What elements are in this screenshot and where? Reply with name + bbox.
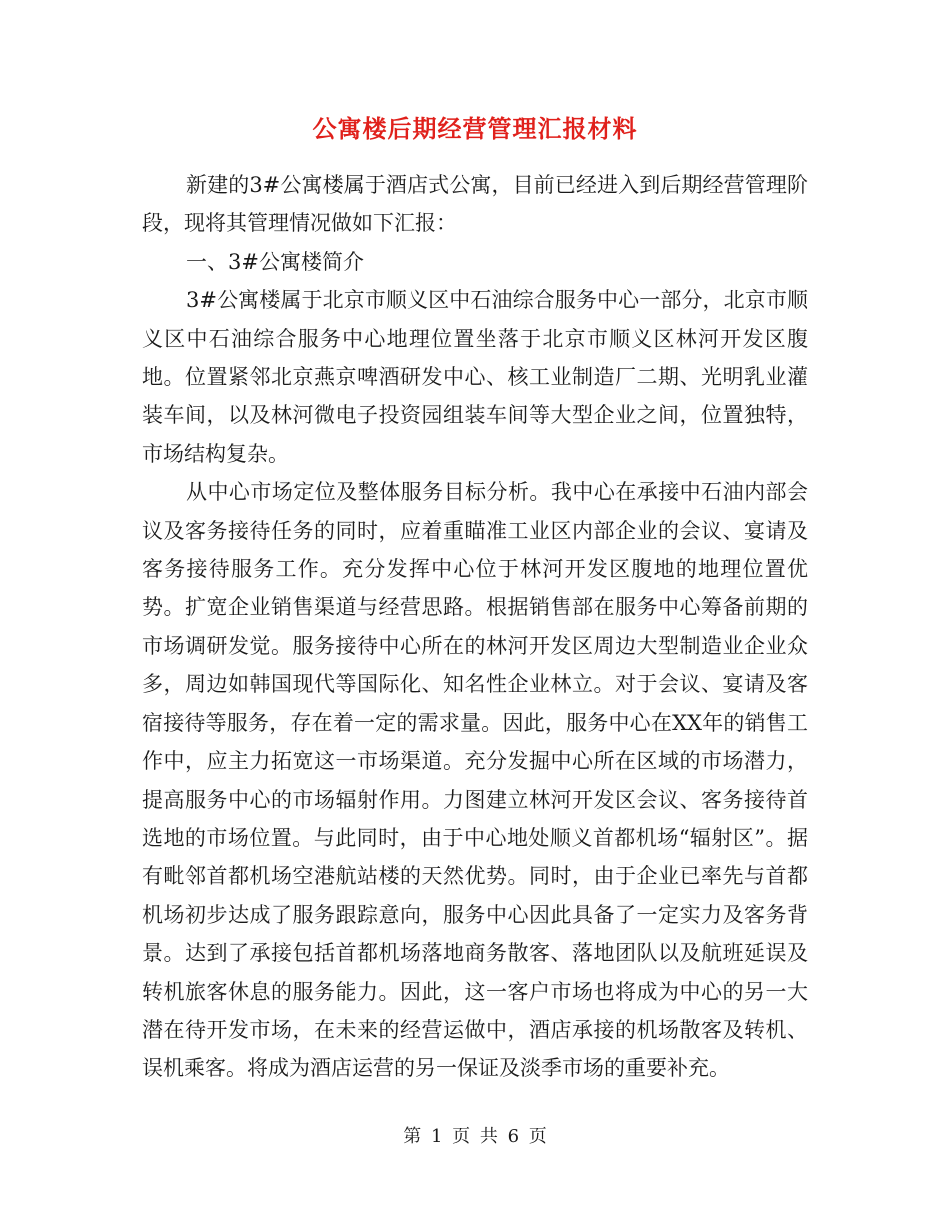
paragraph-location: 3#公寓楼属于北京市顺义区中石油综合服务中心一部分，北京市顺义区中石油综合服务中心地理位置坐落于北京市顺义区林河开发区腹地。位置紧邻北京燕京啤酒研发中心、核工业制造厂二期、光明乳业灌装车间，以及林河微电子投资园组装车间等大型企业之间，位置独特，市场结构复杂。 bbox=[142, 288, 808, 466]
document-title: 公寓楼后期经营管理汇报材料 bbox=[312, 114, 638, 143]
page-footer: 第 1 页 共 6 页 bbox=[403, 1126, 547, 1147]
paragraph-market-analysis: 从中心市场定位及整体服务目标分析。我中心在承接中石油内部会议及客务接待任务的同时，应着重瞄准工业区内部企业的会议、宴请及客务接待服务工作。充分发挥中心位于林河开发区腹地的地理位置优势。扩宽企业销售渠道与经营思路。根据销售部在服务中心筹备前期的市场调研发觉。服务接待中心所在的林河开发区周边大型制造业企业众多，周边如韩国现代等国际化、知名性企业林立。对于会议、宴请及客宿接待等服务，存在着一定的需求量。因此，服务中心在XX年的销售工作中，应主力拓宽这一市场渠道。充分发掘中心所在区域的市场潜力，提高服务中心的市场辐射作用。力图建立林河开发区会议、客务接待首选地的市场位置。与此同时，由于中心地处顺义首都机场“辐射区”。据有毗邻首都机场空港航站楼的天然优势。同时，由于企业已率先与首都机场初步达成了服务跟踪意向，服务中心因此具备了一定实力及客务背景。达到了承接包括首都机场落地商务散客、落地团队以及航班延误及转机旅客休息的服务能力。因此，这一客户市场也将成为中心的另一大潜在待开发市场，在未来的经营运做中，酒店承接的机场散客及转机、误机乘客。将成为酒店运营的另一保证及淡季市场的重要补充。 bbox=[142, 480, 808, 1081]
paragraph-intro: 新建的3#公寓楼属于酒店式公寓，目前已经进入到后期经营管理阶段，现将其管理情况做如下汇报： bbox=[142, 173, 808, 236]
document-body bbox=[142, 166, 808, 1088]
section-heading-1: 一、3#公寓楼简介 bbox=[186, 249, 364, 274]
